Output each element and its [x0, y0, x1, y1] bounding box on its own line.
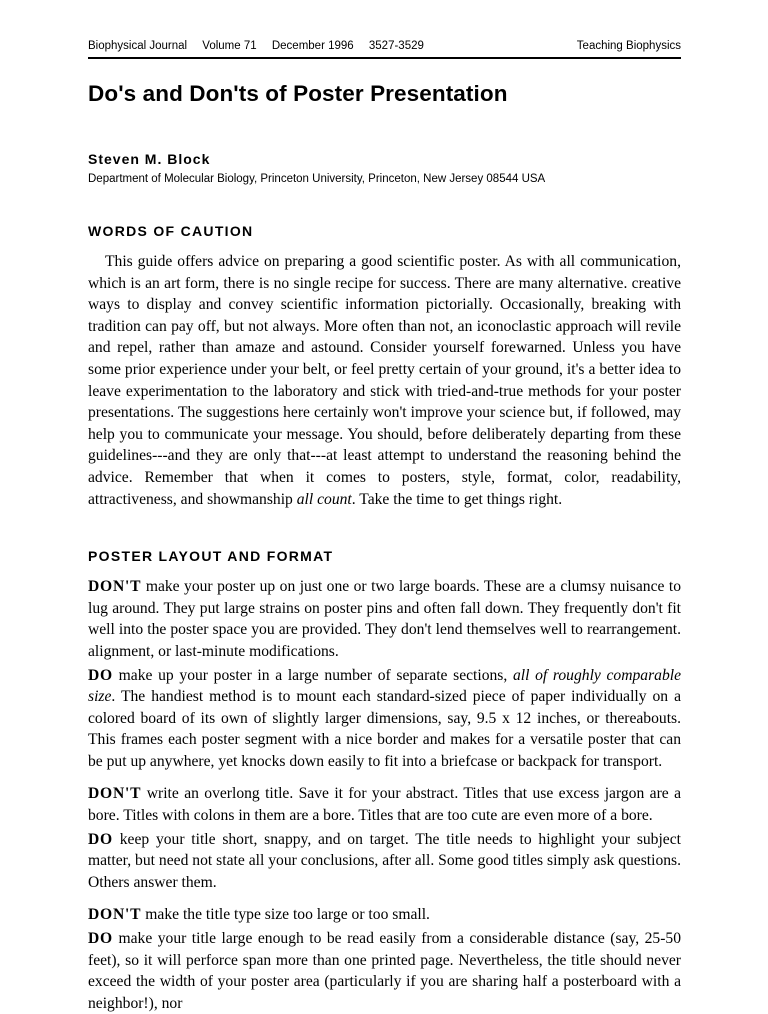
author-name: Steven M. Block [88, 151, 211, 167]
dont-keyword: DON'T [88, 906, 142, 924]
paragraph-text: . Take the time to get things right. [351, 490, 563, 508]
paragraph-text: keep your title short, snappy, and on target. The title needs to highlight your subject matter, but need not state all your conclusions, after all. Some good titles simply ask questions. Others answer them. [88, 830, 681, 891]
journal-volume: Volume 71 [202, 40, 257, 52]
do-keyword: DO [88, 830, 113, 848]
dont-paragraph [88, 904, 681, 926]
caution-paragraph [88, 251, 681, 510]
running-header [88, 40, 681, 59]
author-affiliation: Department of Molecular Biology, Princeton University, Princeton, New Jersey 08544 USA [88, 173, 546, 185]
do-paragraph [88, 928, 681, 1014]
section-heading-layout: POSTER LAYOUT AND FORMAT [88, 548, 334, 565]
journal-date: December 1996 [271, 40, 354, 52]
do-paragraph [88, 665, 681, 773]
article-page [88, 40, 681, 1014]
paragraph-text: . The handiest method is to mount each standard-sized piece of paper individually on a colored board of its own of slightly larger dimensions, say, 9.5 x 12 inches, or thereabouts. This frames each poster segment with a nice border and makes for a versatile poster that can be put up anywhere, yet knocks down easily to fit into a briefcase or backpack for transport. [88, 688, 681, 770]
paragraph-text: This guide offers advice on preparing a good scientific poster. As with all communication, which is an art form, there is no single recipe for success. There are many alternative. creative ways to display and convey scientific information pictorially. Occasionally, breaking with tradition can pay off, but not always. More often than not, an iconoclastic approach will revile and repel, rather than amaze and astound. Consider yourself forewarned. Unless you have some prior experience under your belt, or feel pretty certain of your ground, it's a better idea to leave experimentation to the laboratory and stick with tried-and-true methods for your poster presentations. The suggestions here certainly won't improve your science but, if followed, may help you to communicate your message. You should, before deliberately departing from these guidelines---and they are only that---at least attempt to understand the reasoning behind the advice. Remember that when it comes to posters, style, format, color, readability, attractiveness, and showmanship [88, 253, 681, 508]
do-keyword: DO [88, 666, 113, 684]
paragraph-text: make up your poster in a large number of separate sections, [113, 666, 513, 684]
paragraph-text: make your poster up on just one or two large boards. These are a clumsy nuisance to lug around. They put large strains on poster pins and often fall down. They frequently don't fit well into the poster space you are provided. They don't lend themselves well to rearrangement. alignment, or last-minute modifications. [88, 578, 681, 660]
dont-paragraph [88, 576, 681, 662]
paragraph-text: make the title type size too large or too small. [141, 906, 430, 924]
emphasis-text: all of roughly comparable size [88, 666, 681, 706]
dont-keyword: DON'T [88, 578, 142, 596]
do-keyword: DO [88, 930, 113, 948]
do-paragraph [88, 829, 681, 894]
section-label: Teaching Biophysics [576, 40, 681, 52]
dont-paragraph [88, 783, 681, 826]
emphasis-text: all count [296, 490, 352, 508]
paragraph-text: make your title large enough to be read easily from a considerable distance (say, 25-50 feet), so it will perforce span more than one printed page. Nevertheless, the title should never exceed the width of your poster area (particularly if you are sharing half a posterboard with a neighbor!), nor [88, 930, 681, 1012]
page-range: 3527-3529 [368, 40, 424, 52]
section-heading-caution: WORDS OF CAUTION [88, 223, 254, 239]
dont-keyword: DON'T [88, 785, 142, 803]
article-title: Do's and Don'ts of Poster Presentation [88, 81, 508, 106]
paragraph-text: write an overlong title. Save it for your abstract. Titles that use excess jargon are a bore. Titles with colons in them are a bore. Titles that are too cute are even more of a bore. [88, 785, 681, 825]
journal-name: Biophysical Journal [88, 40, 188, 52]
